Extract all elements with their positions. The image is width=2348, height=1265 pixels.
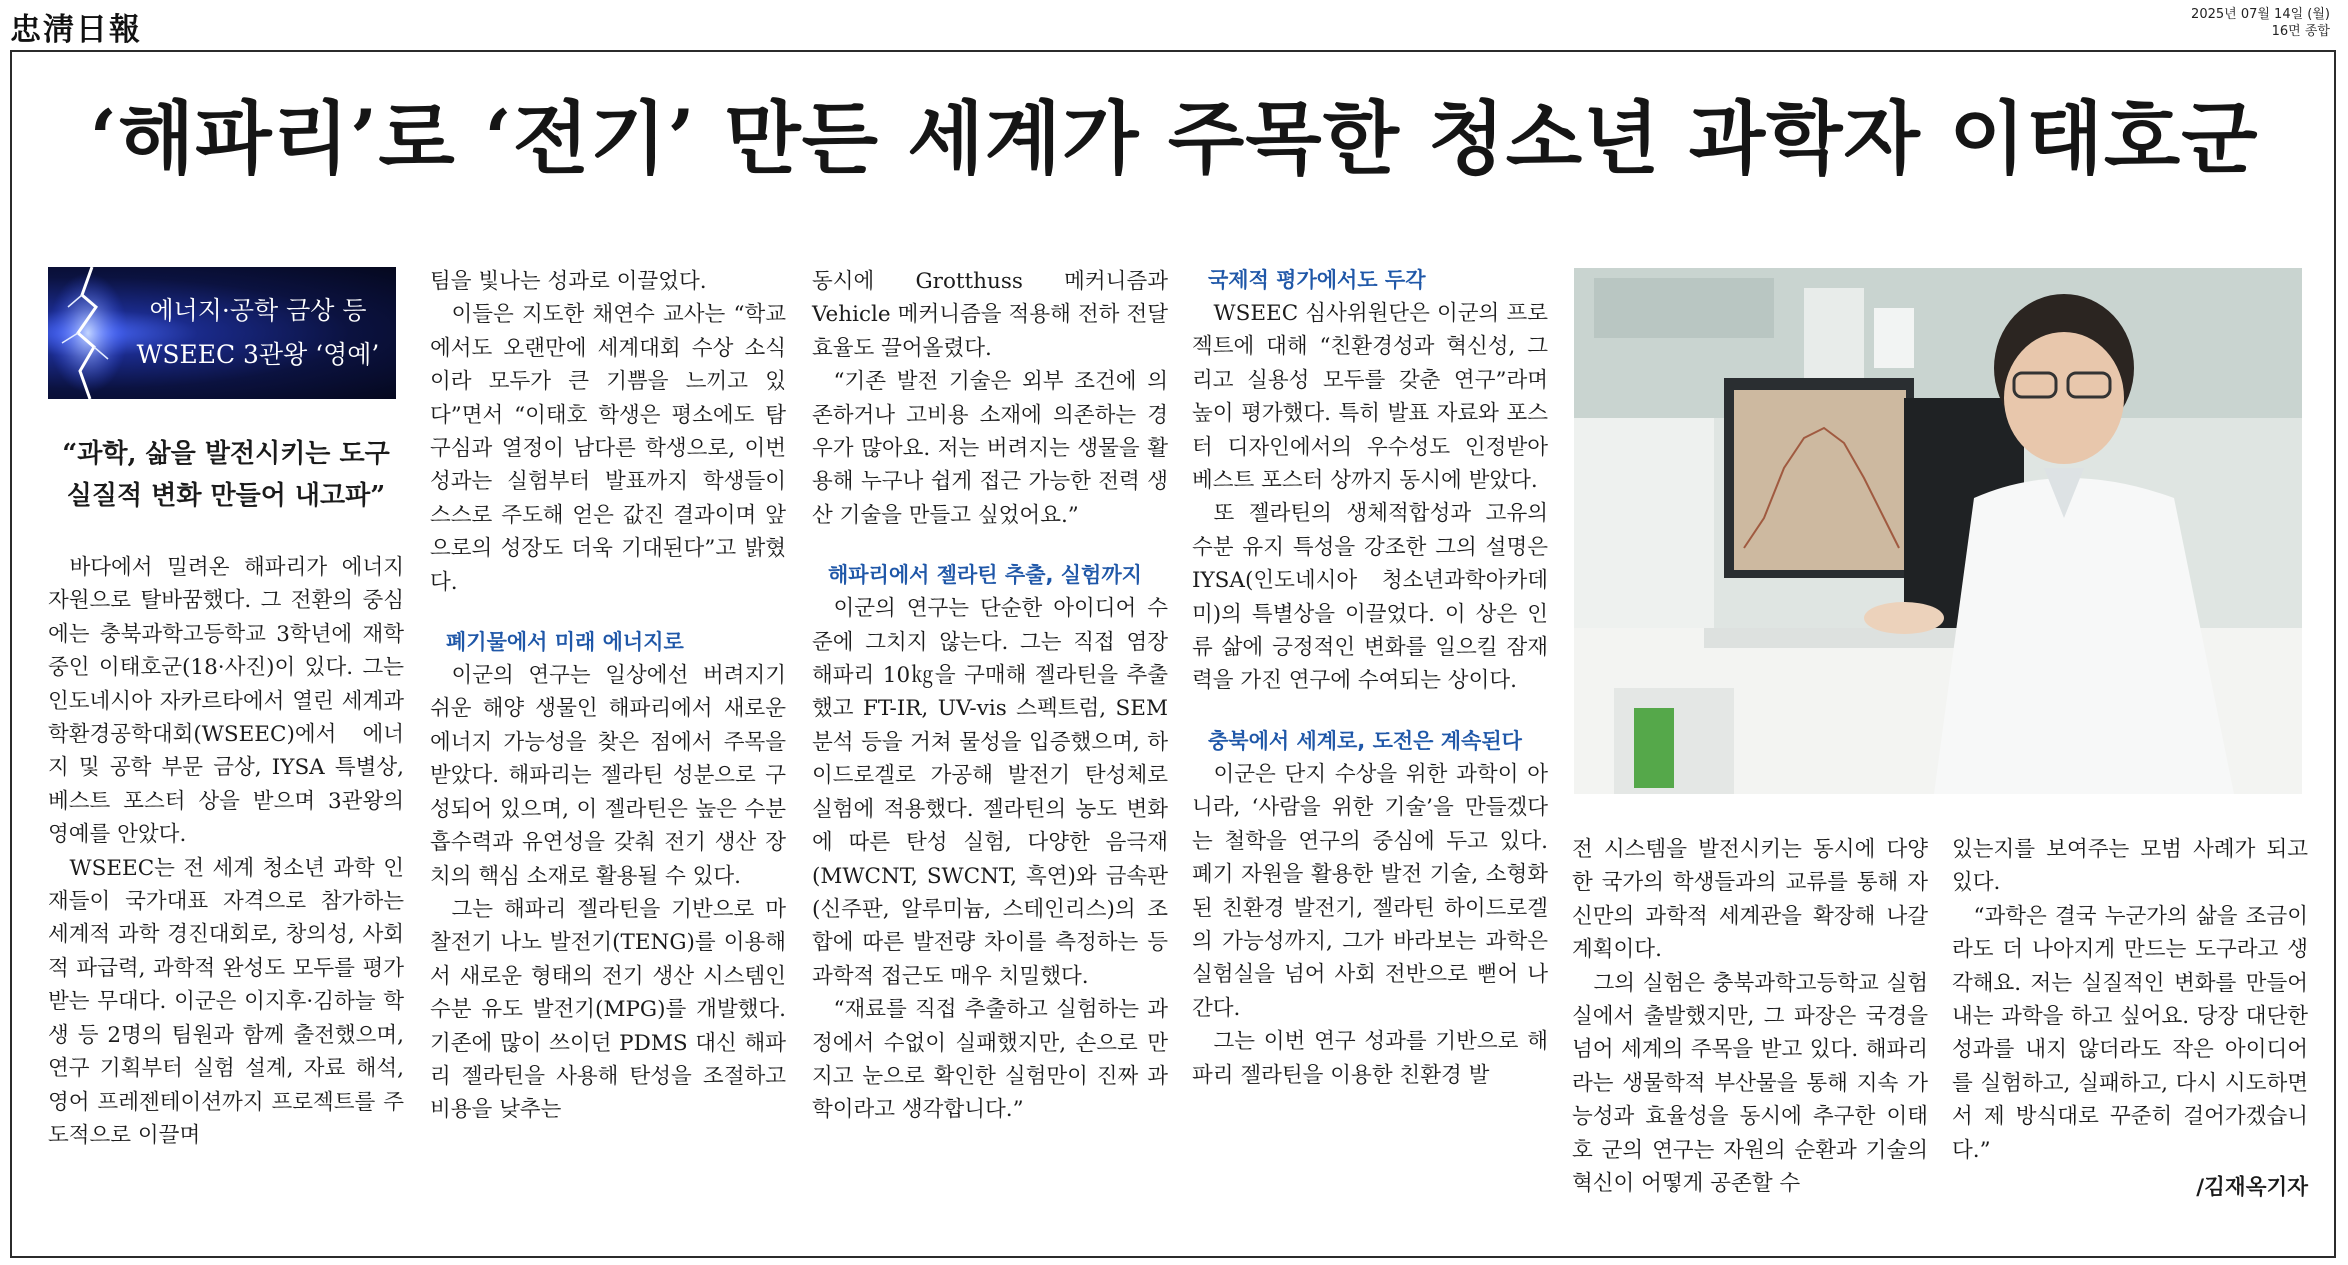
paragraph: 전 시스템을 발전시키는 동시에 다양한 국가의 학생들과의 교류를 통해 자신만의 과학적 세계관을 확장해 나갈 계획이다. <box>1572 837 1928 963</box>
banner-line-1: 에너지·공학 금상 등 <box>149 296 367 325</box>
paragraph: 이군의 연구는 단순한 아이디어 수준에 그치지 않는다. 그는 직접 염장 해파리 10㎏을 구매해 젤라틴을 추출했고 FT-IR, UV-vis 스펙트럼, SEM 분석 등을 거쳐 물성을 입증했으며, 하이드로겔로 가공해 발전기 탄성체로 실험에 적용했다. 젤라틴의 농도 변화에 따른 탄성 실험, 다양한 음극재(MWCNT, SWCNT, 흑연)와 금속판(신주판, 알루미늄, 스테인리스)의 조합에 따른 발전량 차이를 측정하는 등 과학적 접근도 매우 치밀했다. <box>812 596 1168 989</box>
column-3 <box>812 265 1168 1127</box>
paragraph: “재료를 직접 추출하고 실험하는 과정에서 수없이 실패했지만, 손으로 만지고 눈으로 확인한 실험만이 진짜 과학이라고 생각합니다.” <box>812 997 1168 1123</box>
student-at-lab-computer-icon <box>1574 268 2302 794</box>
student-photo <box>1574 268 2302 794</box>
pull-quote-line-2: 실질적 변화 만들어 내고파” <box>66 481 386 511</box>
paragraph: 그의 실험은 충북과학고등학교 실험실에서 출발했지만, 그 파장은 국경을 넘어 세계의 주목을 받고 있다. 해파리라는 생물학적 부산물을 통해 지속 가능성과 효율성을 동시에 추구한 이태호 군의 연구는 자원의 순환과 기술의 혁신이 어떻게 공존할 수 <box>1572 970 1928 1197</box>
paragraph: 이군의 연구는 일상에선 버려지기 쉬운 해양 생물인 해파리에서 새로운 에너지 가능성을 찾은 점에서 주목을 받았다. 해파리는 젤라틴 성분으로 구성되어 있으며, 이 젤라틴은 높은 수분 흡수력과 유연성을 갖춰 전기 생산 장치의 핵심 소재로 활용될 수 있다. <box>430 663 786 889</box>
paragraph: “과학은 결국 누군가의 삶을 조금이라도 더 나아지게 만드는 도구라고 생각해요. 저는 실질적인 변화를 만들어내는 과학을 하고 싶어요. 당장 대단한 성과를 내지 않더라도 작은 아이디어를 실험하고, 실패하고, 다시 시도하면서 제 방식대로 꾸준히 걸어가겠습니다.” <box>1952 903 2308 1163</box>
paragraph: 이들은 지도한 채연수 교사는 “학교에서도 오랜만에 세계대회 수상 소식이라 모두가 큰 기쁨을 느끼고 있다”면서 “이태호 학생은 평소에도 탐구심과 열정이 남다른 학생으로, 이번 성과는 실험부터 발표까지 학생들이 스스로 주도해 얻은 값진 결과이며 앞으로의 성장도 더욱 기대된다”고 밝혔다. <box>430 302 786 595</box>
banner-line-2: WSEEC 3관왕 ‘영예’ <box>136 340 380 369</box>
column-1 <box>48 265 404 1152</box>
column-2 <box>430 265 786 1127</box>
headline: ‘해파리’로 ‘전기’ 만든 세계가 주목한 청소년 과학자 이태호군 <box>89 92 2259 185</box>
newspaper-name: 忠淸日報 <box>10 12 142 48</box>
paragraph: 또 젤라틴의 생체적합성과 고유의 수분 유지 특성을 강조한 그의 설명은 IYSA(인도네시아 청소년과학아카데미)의 특별상을 이끌었다. 이 상은 인류 삶에 긍정적인 변화를 일으킬 잠재력을 가진 연구에 수여되는 상이다. <box>1192 501 1548 694</box>
issue-date: 2025년 07월 14일 (월) <box>2191 7 2330 22</box>
section-subhead: 폐기물에서 미래 에너지로 <box>446 630 684 655</box>
paragraph: WSEEC 심사위원단은 이군의 프로젝트에 대해 “친환경성과 혁신성, 그리고 실용성 모두를 갖춘 연구”라며 높이 평가했다. 특히 발표 자료와 포스터 디자인에서의 우수성도 인정받아 베스트 포스터 상까지 동시에 받았다. <box>1192 301 1548 494</box>
paragraph: 그는 해파리 젤라틴을 기반으로 마찰전기 나노 발전기(TENG)를 이용해서 새로운 형태의 전기 생산 시스템인 수분 유도 발전기(MPG)를 개발했다. 기존에 많이 쓰이던 PDMS 대신 해파리 젤라틴을 사용해 탄성을 조절하고 비용을 낮추는 <box>430 896 786 1123</box>
masthead <box>10 4 2338 48</box>
section-subhead: 국제적 평가에서도 두각 <box>1208 268 1426 292</box>
paragraph: 있는지를 보여주는 모범 사례가 되고 있다. <box>1952 837 2308 896</box>
column-5 <box>1572 833 1928 1200</box>
page-section: 16면 종합 <box>2271 24 2330 39</box>
pull-quote <box>48 433 404 517</box>
paragraph: 이군은 단지 수상을 위한 과학이 아니라, ‘사람을 위한 기술’을 만들겠다는 철학을 연구의 중심에 두고 있다. 폐기 자원을 활용한 발전 기술, 소형화된 친환경 발전기, 젤라틴 하이드로겔의 가능성까지, 그가 바라보는 과학은 실험실을 넘어 사회 전반으로 뻗어 나간다. <box>1192 761 1548 1021</box>
paragraph: 동시에 Grotthuss 메커니즘과 Vehicle 메커니즘을 적용해 전하 전달 효율도 끌어올렸다. <box>812 269 1168 361</box>
column-6 <box>1952 833 2308 1204</box>
paragraph: WSEEC는 전 세계 청소년 과학 인재들이 국가대표 자격으로 참가하는 세계적 과학 경진대회로, 창의성, 사회적 파급력, 과학적 완성도 모두를 평가받는 무대다. 이군은 이지후·김하늘 학생 등 2명의 팀원과 함께 출전했으며, 연구 기획부터 실험 설계, 자료 해석, 영어 프레젠테이션까지 프로젝트를 주도적으로 이끌며 <box>48 855 404 1148</box>
column-4 <box>1192 265 1548 1092</box>
paragraph: 그는 이번 연구 성과를 기반으로 해파리 젤라틴을 이용한 친환경 발 <box>1192 1029 1548 1088</box>
paragraph: 팀을 빛나는 성과로 이끌었다. <box>430 269 707 294</box>
issue-info <box>2191 6 2330 40</box>
paragraph: 바다에서 밀려온 해파리가 에너지 자원으로 탈바꿈했다. 그 전환의 중심에는 충북과학고등학교 3학년에 재학 중인 이태호군(18·사진)이 있다. 그는 인도네시아 자카르타에서 열린 세계과학환경공학대회(WSEEC)에서 에너지 및 공학 부문 금상, IYSA 특별상, 베스트 포스터 상을 받으며 3관왕의 영예를 안았다. <box>48 555 404 848</box>
paragraph: “기존 발전 기술은 외부 조건에 의존하거나 고비용 소재에 의존하는 경우가 많아요. 저는 버려지는 생물을 활용해 누구나 쉽게 접근 가능한 전력 생산 기술을 만들고 싶었어요.” <box>812 369 1168 528</box>
pull-quote-line-1: “과학, 삶을 발전시키는 도구 <box>62 439 390 469</box>
section-subhead: 해파리에서 젤라틴 추출, 실험까지 <box>828 563 1142 588</box>
byline: /김재옥기자 <box>2196 1175 2308 1201</box>
section-subhead: 충북에서 세계로, 도전은 계속된다 <box>1208 728 1522 753</box>
lightning-bolt-icon <box>48 267 138 399</box>
banner <box>48 267 396 399</box>
